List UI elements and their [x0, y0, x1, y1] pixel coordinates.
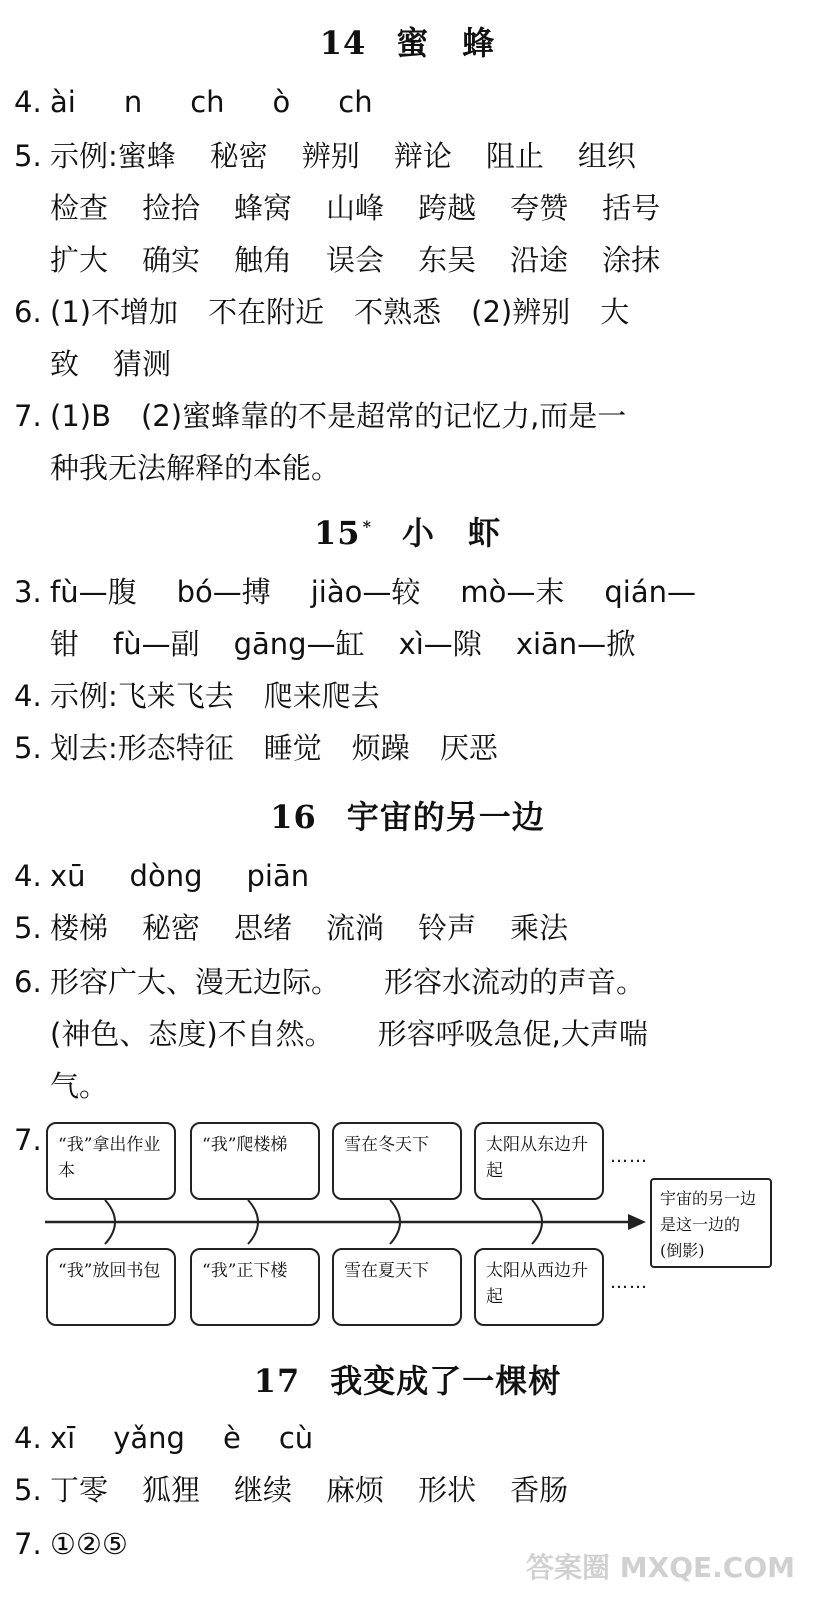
- answer-line: 致 猜测: [50, 347, 172, 381]
- answer-line: 5. 示例:蜜蜂 秘密 辨别 辩论 阻止 组织: [14, 139, 636, 173]
- bottom-box-2: “我”正下楼: [190, 1248, 320, 1326]
- top-box-2: “我”爬楼梯: [190, 1122, 320, 1200]
- bottom-box-4: 太阳从西边升起: [474, 1248, 604, 1326]
- section-title: 小 虾: [401, 514, 501, 552]
- top-box-1: “我”拿出作业本: [46, 1122, 176, 1200]
- watermark: 答案圈 MXQE.COM: [526, 1551, 795, 1584]
- answer-line: 种我无法解释的本能。: [50, 451, 341, 485]
- section-title: 蜜 蜂: [396, 24, 496, 62]
- answer-line: 6. (1)不增加 不在附近 不熟悉 (2)辨别 大: [14, 295, 630, 329]
- answer-line: 7. ①②⑤: [14, 1527, 128, 1561]
- question-label: 7.: [14, 1123, 42, 1157]
- section-16-heading: [0, 792, 815, 838]
- answer-line: 气。: [50, 1069, 109, 1103]
- answer-line: 5. 丁零 狐狸 继续 麻烦 形状 香肠: [14, 1473, 569, 1507]
- ellipsis-top: ……: [610, 1146, 648, 1167]
- answer-line: 4. xū dòng piān: [14, 859, 310, 893]
- bottom-box-3: 雪在夏天下: [332, 1248, 462, 1326]
- section-title: 我变成了一棵树: [330, 1362, 562, 1400]
- answer-line: 6. 形容广大、漫无边际。 形容水流动的声音。: [14, 965, 646, 999]
- answer-line: 4. xī yǎng è cù: [14, 1421, 314, 1455]
- answer-line: 5. 划去:形态特征 睡觉 烦躁 厌恶: [14, 731, 498, 765]
- answer-line: 钳 fù—副 gāng—缸 xì—隙 xiān—掀: [50, 627, 636, 661]
- answer-line: 扩大 确实 触角 误会 东吴 沿途 涂抹: [50, 243, 661, 277]
- answer-line: 4. 示例:飞来飞去 爬来爬去: [14, 679, 380, 713]
- answer-line: 7. (1)B (2)蜜蜂靠的不是超常的记忆力,而是一: [14, 399, 627, 433]
- section-14-heading: [0, 18, 815, 64]
- answer-line: 4. ài n ch ò ch: [14, 85, 373, 119]
- answer-line: 5. 楼梯 秘密 思绪 流淌 铃声 乘法: [14, 911, 569, 945]
- answer-line: 检查 捡拾 蜂窝 山峰 跨越 夸赞 括号: [50, 191, 661, 225]
- section-title: 宇宙的另一边: [346, 798, 545, 836]
- optional-mark: *: [362, 517, 372, 537]
- bottom-box-1: “我”放回书包: [46, 1248, 176, 1326]
- arrow-head: [628, 1214, 646, 1230]
- top-box-3: 雪在冬天下: [332, 1122, 462, 1200]
- section-number: 14: [319, 24, 367, 62]
- ellipsis-bottom: ……: [610, 1272, 648, 1293]
- section-number: 15 *: [314, 514, 372, 552]
- answer-line: (神色、态度)不自然。 形容呼吸急促,大声喘: [50, 1017, 648, 1051]
- section-17-heading: [0, 1356, 815, 1402]
- section-number: 16: [270, 798, 317, 836]
- section-number: 17: [253, 1362, 301, 1400]
- top-box-4: 太阳从东边升起: [474, 1122, 604, 1200]
- conclusion-box: 宇宙的另一边是这一边的(倒影): [650, 1178, 772, 1268]
- answer-line: 3. fù—腹 bó—搏 jiào—较 mò—末 qián—: [14, 575, 697, 609]
- section-15-heading: [0, 508, 815, 554]
